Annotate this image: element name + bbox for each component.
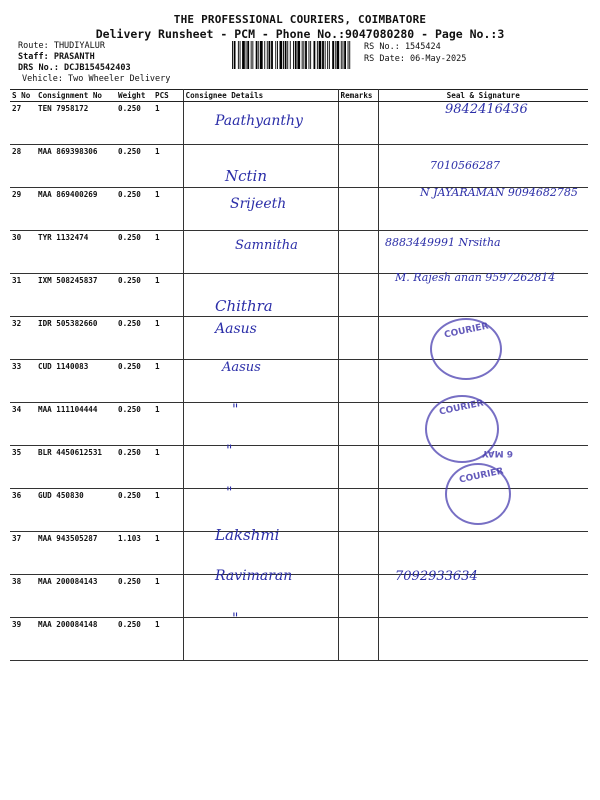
table-row bbox=[10, 360, 588, 403]
consignee-signature: Samnitha bbox=[235, 237, 298, 253]
consignee-signature: Srijeeth bbox=[230, 196, 287, 212]
stamp-text: COURIER bbox=[458, 466, 505, 486]
seal-handwriting: 7092933634 bbox=[395, 568, 478, 584]
cell-remarks bbox=[338, 360, 378, 403]
table-row bbox=[10, 231, 588, 274]
table-header-row bbox=[10, 90, 588, 102]
seal-handwriting: 8883449991 Nrsitha bbox=[385, 235, 501, 249]
cell-consignment: MAA 200084143 bbox=[36, 575, 116, 618]
cell-consignment: MAA 111104444 bbox=[36, 403, 116, 446]
consignee-signature: Ravimaran bbox=[215, 567, 293, 584]
cell-pcs: 1 bbox=[153, 489, 183, 532]
consignee-signature: Nctin bbox=[225, 166, 268, 185]
cell-remarks bbox=[338, 274, 378, 317]
cell-pcs: 1 bbox=[153, 575, 183, 618]
cell-pcs: 1 bbox=[153, 618, 183, 661]
rs-date: RS Date: 06-May-2025 bbox=[364, 54, 467, 64]
cell-weight: 0.250 bbox=[116, 360, 153, 403]
consignee-signature: Chithra bbox=[215, 297, 273, 315]
table-row bbox=[10, 532, 588, 575]
cell-consignee bbox=[183, 618, 338, 661]
consignee-signature: " bbox=[226, 484, 233, 501]
col-pcs: PCS bbox=[153, 90, 183, 102]
cell-pcs: 1 bbox=[153, 403, 183, 446]
cell-remarks bbox=[338, 102, 378, 145]
consignee-signature: Aasus bbox=[215, 320, 257, 337]
cell-remarks bbox=[338, 446, 378, 489]
cell-sno: 36 bbox=[10, 489, 36, 532]
seal-handwriting: 9842416436 bbox=[445, 102, 528, 117]
cell-sno: 37 bbox=[10, 532, 36, 575]
cell-pcs: 1 bbox=[153, 317, 183, 360]
cell-consignee bbox=[183, 403, 338, 446]
cell-pcs: 1 bbox=[153, 231, 183, 274]
drs-number: DRS No.: DCJB154542403 bbox=[18, 63, 131, 73]
stamp-text: COURIER bbox=[438, 398, 485, 418]
cell-weight: 0.250 bbox=[116, 102, 153, 145]
cell-pcs: 1 bbox=[153, 360, 183, 403]
seal-handwriting: M. Rajesh anan 9597262814 bbox=[395, 271, 556, 284]
cell-consignment: CUD 1140083 bbox=[36, 360, 116, 403]
col-remarks: Remarks bbox=[338, 90, 378, 102]
cell-sno: 39 bbox=[10, 618, 36, 661]
cell-sno: 30 bbox=[10, 231, 36, 274]
cell-remarks bbox=[338, 403, 378, 446]
cell-weight: 0.250 bbox=[116, 575, 153, 618]
cell-pcs: 1 bbox=[153, 274, 183, 317]
col-consignment: Consignment No bbox=[36, 90, 116, 102]
consignee-signature: " bbox=[226, 443, 233, 459]
cell-consignee bbox=[183, 446, 338, 489]
cell-consignment: MAA 869398306 bbox=[36, 145, 116, 188]
cell-sno: 28 bbox=[10, 145, 36, 188]
cell-sno: 33 bbox=[10, 360, 36, 403]
cell-remarks bbox=[338, 489, 378, 532]
table-row bbox=[10, 575, 588, 618]
cell-consignee bbox=[183, 317, 338, 360]
cell-weight: 0.250 bbox=[116, 446, 153, 489]
cell-pcs: 1 bbox=[153, 446, 183, 489]
barcode-image bbox=[231, 41, 353, 69]
cell-seal bbox=[378, 618, 588, 661]
runsheet-table bbox=[10, 89, 588, 661]
cell-sno: 29 bbox=[10, 188, 36, 231]
cell-weight: 0.250 bbox=[116, 489, 153, 532]
cell-remarks bbox=[338, 575, 378, 618]
consignee-signature: Lakshmi bbox=[215, 526, 280, 544]
cell-remarks bbox=[338, 532, 378, 575]
col-sno: S No bbox=[10, 90, 36, 102]
cell-pcs: 1 bbox=[153, 145, 183, 188]
consignee-signature: " bbox=[232, 611, 239, 627]
cell-consignment: GUD 450830 bbox=[36, 489, 116, 532]
cell-sno: 32 bbox=[10, 317, 36, 360]
cell-sno: 35 bbox=[10, 446, 36, 489]
cell-remarks bbox=[338, 145, 378, 188]
cell-consignment: MAA 200084148 bbox=[36, 618, 116, 661]
route-label: Route: THUDIYALUR bbox=[18, 41, 105, 51]
cell-pcs: 1 bbox=[153, 188, 183, 231]
runsheet-title: Delivery Runsheet - PCM - Phone No.:9047080280 - Page No.:3 bbox=[95, 27, 505, 41]
cell-remarks bbox=[338, 317, 378, 360]
cell-weight: 0.250 bbox=[116, 317, 153, 360]
cell-sno: 27 bbox=[10, 102, 36, 145]
cell-sno: 31 bbox=[10, 274, 36, 317]
cell-consignment: MAA 869400269 bbox=[36, 188, 116, 231]
vehicle-label: Vehicle: Two Wheeler Delivery bbox=[22, 74, 171, 84]
cell-consignment: IXM 508245837 bbox=[36, 274, 116, 317]
cell-weight: 0.250 bbox=[116, 231, 153, 274]
staff-label: Staff: PRASANTH bbox=[18, 52, 95, 62]
col-seal: Seal & Signature bbox=[378, 90, 588, 102]
stamp-date: 6 MAY bbox=[482, 448, 513, 458]
cell-weight: 1.103 bbox=[116, 532, 153, 575]
seal-handwriting: N JAYARAMAN 9094682785 bbox=[420, 186, 578, 199]
company-title: THE PROFESSIONAL COURIERS, COIMBATORE bbox=[173, 13, 427, 26]
cell-pcs: 1 bbox=[153, 102, 183, 145]
consignee-signature: " bbox=[232, 401, 239, 418]
cell-consignment: BLR 4450612531 bbox=[36, 446, 116, 489]
cell-weight: 0.250 bbox=[116, 403, 153, 446]
cell-sno: 38 bbox=[10, 575, 36, 618]
cell-weight: 0.250 bbox=[116, 145, 153, 188]
rs-number: RS No.: 1545424 bbox=[364, 42, 441, 52]
cell-remarks bbox=[338, 188, 378, 231]
consignee-signature: Aasus bbox=[222, 360, 261, 375]
cell-weight: 0.250 bbox=[116, 188, 153, 231]
cell-weight: 0.250 bbox=[116, 274, 153, 317]
cell-remarks bbox=[338, 618, 378, 661]
cell-consignment: TEN 7958172 bbox=[36, 102, 116, 145]
cell-weight: 0.250 bbox=[116, 618, 153, 661]
cell-remarks bbox=[338, 231, 378, 274]
seal-handwriting: 7010566287 bbox=[430, 158, 500, 172]
cell-pcs: 1 bbox=[153, 532, 183, 575]
consignee-signature: Paathyanthy bbox=[215, 113, 303, 129]
table-row bbox=[10, 618, 588, 661]
cell-consignment: TYR 1132474 bbox=[36, 231, 116, 274]
col-weight: Weight bbox=[116, 90, 153, 102]
stamp-text: COURIER bbox=[443, 321, 490, 341]
cell-sno: 34 bbox=[10, 403, 36, 446]
col-consignee: Consignee Details bbox=[183, 90, 338, 102]
cell-consignment: MAA 943505287 bbox=[36, 532, 116, 575]
cell-consignment: IDR 505382660 bbox=[36, 317, 116, 360]
table-row bbox=[10, 403, 588, 446]
table-row bbox=[10, 145, 588, 188]
